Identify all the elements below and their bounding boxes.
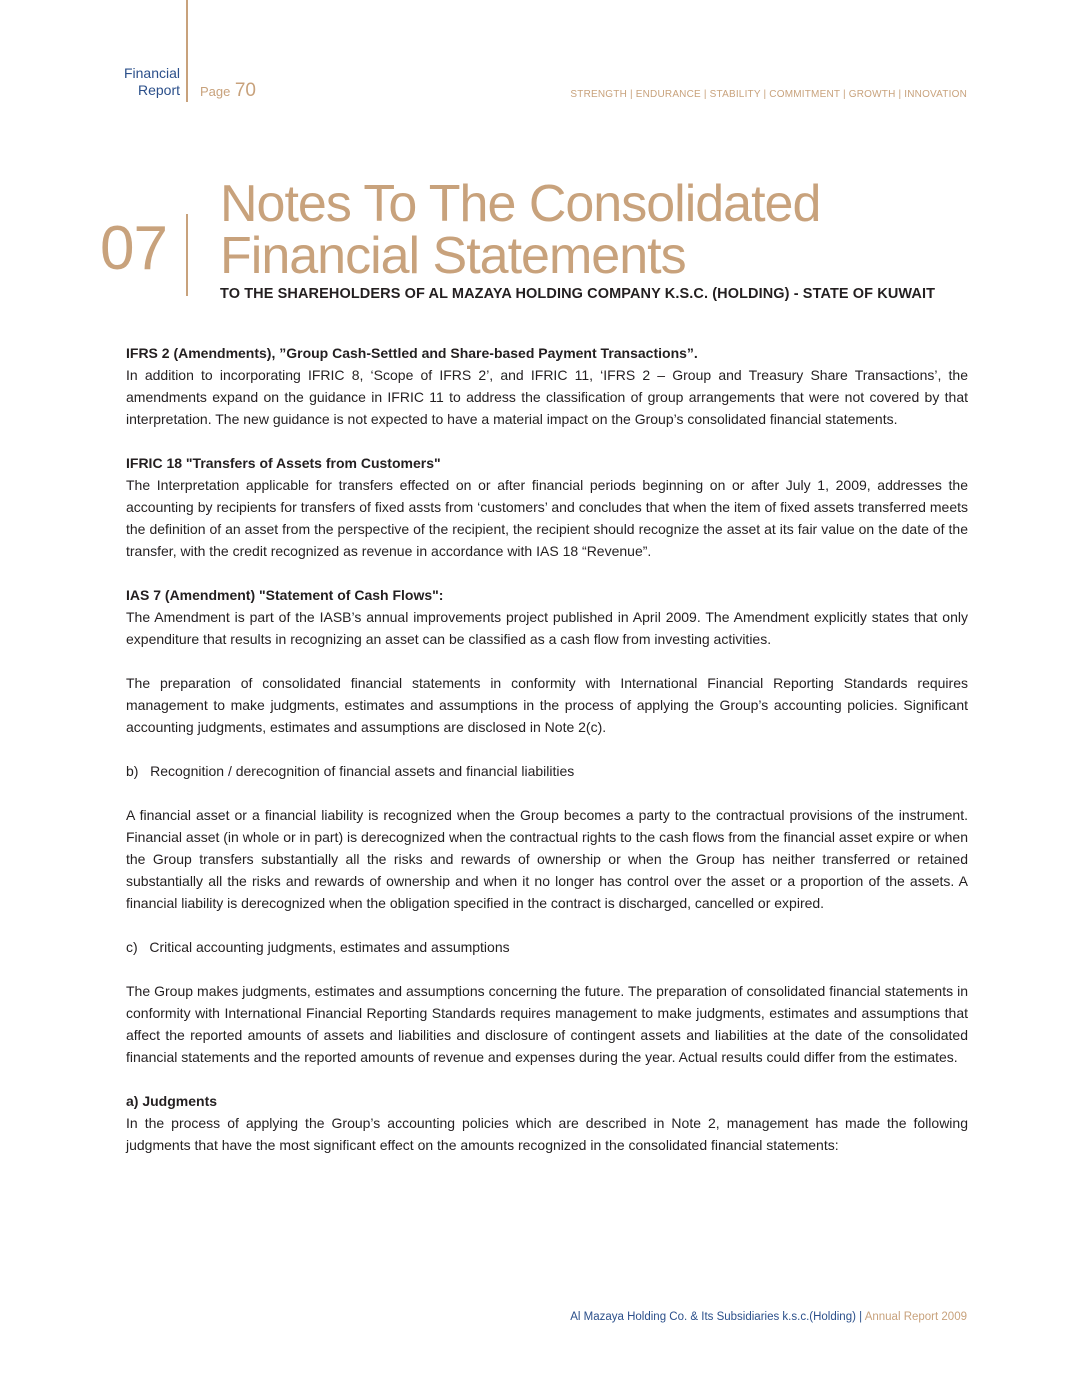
header-divider-line [186,0,188,102]
document-body [126,342,968,1156]
ifrs2-heading: IFRS 2 (Amendments), ”Group Cash-Settled and Share-based Payment Transactions”. [126,345,698,361]
page-label: Page [200,84,231,99]
chapter-number: 07 [100,214,167,283]
section-c-heading: c) Critical accounting judgments, estimates and assumptions [126,939,510,955]
section-label-financial: Financial [123,65,180,81]
section-b-heading: b) Recognition / derecognition of financial assets and financial liabilities [126,763,575,779]
page-footer [570,1311,967,1323]
preparation-paragraph: The preparation of consolidated financial statements in conformity with International Financial Reporting Standards requires management to make judgments, estimates and assumptions in the process of applying the Group’s accounting policies. Significant accounting judgments, estimates and assumptions are disclosed in Note 2(c). [126,675,968,735]
section-c-paragraph: The Group makes judgments, estimates and assumptions concerning the future. The preparation of consolidated financial statements in conformity with International Financial Reporting Standards requires management to make judgments, estimates and assumptions that affect the reported amounts of assets and liabilities and disclosure of contingent assets and liabilities at the date of the consolidated financial statements and the reported amounts of revenue and expenses during the year. Actual results could differ from the estimates. [126,983,968,1065]
title-divider-line [186,214,188,296]
judgments-paragraph: In the process of applying the Group’s accounting policies which are described in Note 2, management has made the following judgments that have the most significant effect on the amounts recognized in the consolidated financial statements: [126,1115,968,1153]
ifric18-paragraph: The Interpretation applicable for transfers effected on or after financial periods beginning on or after July 1, 2009, addresses the accounting by recipients for transfers of fixed assts from ‘customers’ and concludes that when the item of fixed assets transferred meets the definition of an asset from the perspective of the recipient, the recipient should recognize the asset at its fair value on the date of the transfer, with the credit recognized as revenue in accordance with IAS 18 “Revenue”. [126,477,968,559]
footer-separator: | [859,1311,863,1323]
page-title-line1: Notes To The Consolidated [220,175,821,233]
page-number: 70 [234,80,256,101]
section-b-paragraph: A financial asset or a financial liability is recognized when the Group becomes a party to the contractual provisions of the instrument. Financial asset (in whole or in part) is derecognized when the contractual rights to the cash flows from the financial asset expire or when the Group transfers substantially all the risks and rewards of ownership or when the Group has neither transferred or retained substantially all the risks and rewards of ownership and when it no longer has control over the asset or a proportion of the assets. A financial liability is derecognized when the obligation specified in the contract is discharged, cancelled or expired. [126,807,968,911]
footer-company: Al Mazaya Holding Co. & Its Subsidiaries k.s.c.(Holding) [570,1311,856,1323]
judgments-heading: a) Judgments [126,1093,218,1109]
page-subtitle: TO THE SHAREHOLDERS OF AL MAZAYA HOLDING COMPANY K.S.C. (HOLDING) - STATE OF KUWAIT [220,286,936,302]
ias7-heading: IAS 7 (Amendment) "Statement of Cash Flows": [126,587,444,603]
page-indicator [200,80,256,102]
ifric18-heading: IFRIC 18 "Transfers of Assets from Customers" [126,455,441,471]
header-tagline: STRENGTH | ENDURANCE | STABILITY | COMMITMENT | GROWTH | INNOVATION [570,89,967,100]
ifrs2-paragraph: In addition to incorporating IFRIC 8, ‘Scope of IFRS 2’, and IFRIC 11, ‘IFRS 2 – Group and Treasury Share Transactions’, the amendments expand on the guidance in IFRIC 11 to address the classification of group arrangements that were not covered by that interpretation. The new guidance is not expected to have a material impact on the Group’s consolidated financial statements. [126,367,968,427]
ias7-paragraph: The Amendment is part of the IASB’s annual improvements project published in April 2009. The Amendment explicitly states that only expenditure that results in recognizing an asset can be classified as a cash flow from investing activities. [126,609,968,647]
section-label-report: Report [137,82,180,98]
page-title-line2: Financial Statements [220,227,686,285]
footer-report-name: Annual Report 2009 [864,1311,967,1323]
